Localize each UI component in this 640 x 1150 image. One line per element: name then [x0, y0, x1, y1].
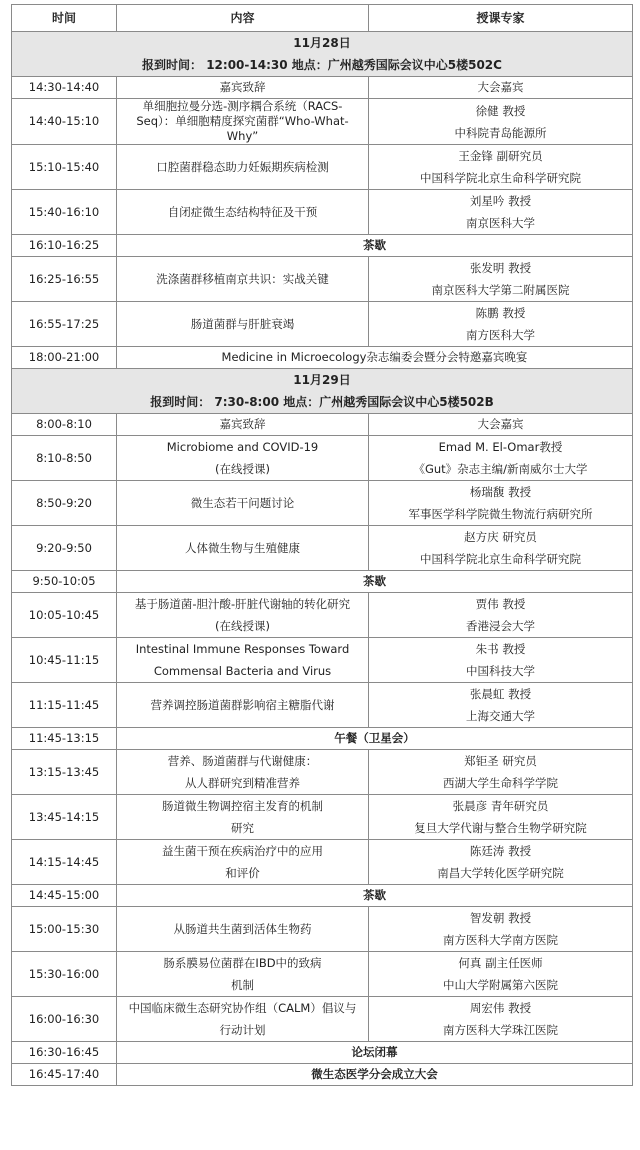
- schedule-table: [11, 4, 633, 1086]
- session-time: 15:00-15:30: [12, 907, 117, 952]
- cell-line: 论坛闭幕: [351, 1045, 398, 1059]
- cell-line: 机制: [231, 978, 254, 992]
- session-time: 18:00-21:00: [12, 347, 117, 369]
- cell-line: 南方医科大学: [466, 328, 535, 342]
- session-topic: [117, 235, 633, 257]
- cell-line: 肠系膜易位菌群在IBD中的致病: [163, 956, 322, 970]
- session-row: [12, 347, 633, 369]
- session-topic: [117, 1064, 633, 1086]
- cell-line: 陈廷涛 教授: [469, 844, 532, 858]
- session-speaker: [369, 526, 633, 571]
- cell-line: 肠道微生物调控宿主发育的机制: [162, 799, 323, 813]
- day-header: [12, 369, 633, 414]
- cell-line: Emad M. El-Omar教授: [438, 440, 563, 454]
- header-time: 时间: [12, 5, 117, 32]
- cell-line: 人体微生物与生殖健康: [185, 540, 300, 555]
- session-row: [12, 257, 633, 302]
- session-time: 10:45-11:15: [12, 638, 117, 683]
- cell-line: 智发朝 教授: [469, 911, 532, 925]
- day-checkin: 报到时间： 7:30-8:00 地点：广州越秀国际会议中心5楼502B: [150, 395, 494, 409]
- session-row: [12, 190, 633, 235]
- cell-line: Intestinal Immune Responses Toward: [135, 642, 350, 656]
- session-speaker: [369, 638, 633, 683]
- day-checkin: 报到时间： 12:00-14:30 地点：广州越秀国际会议中心5楼502C: [142, 58, 502, 72]
- cell-line: 中国科学院北京生命科学研究院: [420, 552, 581, 566]
- cell-line: 从肠道共生菌到活体生物药: [173, 921, 312, 936]
- cell-line: 朱书 教授: [475, 642, 526, 656]
- break-row: [12, 571, 633, 593]
- session-time: 9:50-10:05: [12, 571, 117, 593]
- session-time: 9:20-9:50: [12, 526, 117, 571]
- session-speaker: [369, 99, 633, 145]
- cell-line: Microbiome and COVID-19: [166, 440, 319, 454]
- session-topic: [117, 997, 369, 1042]
- session-topic: [117, 885, 633, 907]
- cell-line: 张晨虹 教授: [469, 687, 532, 701]
- cell-line: 自闭症微生态结构特征及干预: [167, 204, 318, 219]
- cell-line: 和评价: [225, 866, 260, 880]
- cell-line: 复旦大学代谢与整合生物学研究院: [414, 821, 587, 835]
- cell-line: 南昌大学转化医学研究院: [437, 866, 564, 880]
- cell-line: 午餐（卫星会）: [334, 731, 415, 745]
- session-time: 15:30-16:00: [12, 952, 117, 997]
- session-topic: [117, 190, 369, 235]
- cell-line: 南京医科大学: [466, 216, 535, 230]
- break-row: [12, 1064, 633, 1086]
- session-speaker: [369, 750, 633, 795]
- session-row: [12, 302, 633, 347]
- cell-line: 陈鹏 教授: [475, 306, 526, 320]
- session-topic: [117, 302, 369, 347]
- cell-line: 大会嘉宾: [477, 80, 524, 94]
- cell-line: 中国科学院北京生命科学研究院: [420, 171, 581, 185]
- session-topic: [117, 683, 369, 728]
- cell-line: 营养、肠道菌群与代谢健康：: [167, 754, 318, 768]
- session-speaker: [369, 907, 633, 952]
- session-topic: [117, 907, 369, 952]
- cell-line: 肠道菌群与肝脏衰竭: [190, 316, 295, 331]
- cell-line: 口腔菌群稳态助力妊娠期疾病检测: [156, 159, 329, 174]
- header-topic: 内容: [117, 5, 369, 32]
- session-row: [12, 795, 633, 840]
- break-row: [12, 885, 633, 907]
- cell-line: 徐健 教授: [475, 103, 526, 118]
- cell-line: (在线授课): [215, 462, 270, 476]
- session-topic: [117, 728, 633, 750]
- session-row: [12, 840, 633, 885]
- session-topic: [117, 638, 369, 683]
- session-speaker: [369, 414, 633, 436]
- session-topic: [117, 77, 369, 99]
- cell-line: 茶歇: [363, 574, 386, 588]
- session-row: [12, 997, 633, 1042]
- day-header-row: [12, 32, 633, 77]
- session-topic: [117, 593, 369, 638]
- session-speaker: [369, 481, 633, 526]
- break-row: [12, 1042, 633, 1064]
- session-topic: [117, 1042, 633, 1064]
- session-topic: [117, 952, 369, 997]
- cell-line: 营养调控肠道菌群影响宿主糖脂代谢: [150, 697, 335, 712]
- cell-line: (在线授课): [215, 619, 270, 633]
- cell-line: 单细胞拉曼分选-测序耦合系统（RACS-: [142, 99, 343, 113]
- cell-line: 南方医科大学珠江医院: [443, 1023, 558, 1037]
- session-speaker: [369, 952, 633, 997]
- cell-line: 中科院青岛能源所: [454, 125, 547, 140]
- session-speaker: [369, 593, 633, 638]
- cell-line: 张晨彦 青年研究员: [452, 799, 549, 813]
- cell-line: 上海交通大学: [466, 709, 535, 723]
- session-row: [12, 414, 633, 436]
- cell-line: 益生菌干预在疾病治疗中的应用: [162, 844, 323, 858]
- session-time: 16:55-17:25: [12, 302, 117, 347]
- session-row: [12, 750, 633, 795]
- session-time: 8:10-8:50: [12, 436, 117, 481]
- cell-line: 张发明 教授: [469, 261, 532, 275]
- cell-line: 军事医学科学院微生物流行病研究所: [408, 507, 593, 521]
- session-time: 11:45-13:15: [12, 728, 117, 750]
- session-speaker: [369, 436, 633, 481]
- session-topic: [117, 414, 369, 436]
- session-time: 14:40-15:10: [12, 99, 117, 145]
- session-speaker: [369, 302, 633, 347]
- cell-line: 洗涤菌群移植南京共识：实战关键: [156, 271, 329, 286]
- session-row: [12, 77, 633, 99]
- cell-line: 南京医科大学第二附属医院: [431, 283, 570, 297]
- session-topic: [117, 436, 369, 481]
- session-time: 16:10-16:25: [12, 235, 117, 257]
- cell-line: 基于肠道菌-胆汁酸-肝脏代谢轴的转化研究: [134, 597, 351, 611]
- session-topic: [117, 571, 633, 593]
- session-speaker: [369, 190, 633, 235]
- cell-line: 赵方庆 研究员: [464, 530, 537, 544]
- session-speaker: [369, 257, 633, 302]
- session-speaker: [369, 77, 633, 99]
- session-row: [12, 638, 633, 683]
- session-time: 16:30-16:45: [12, 1042, 117, 1064]
- cell-line: 微生态医学分会成立大会: [311, 1067, 438, 1081]
- session-speaker: [369, 840, 633, 885]
- session-row: [12, 952, 633, 997]
- cell-line: 行动计划: [219, 1023, 266, 1037]
- cell-line: 研究: [231, 821, 254, 835]
- session-time: 14:15-14:45: [12, 840, 117, 885]
- cell-line: 《Gut》杂志主编/新南威尔士大学: [413, 462, 588, 476]
- cell-line: 郑钜圣 研究员: [464, 754, 537, 768]
- session-row: [12, 593, 633, 638]
- cell-line: 香港浸会大学: [466, 619, 535, 633]
- day-header: [12, 32, 633, 77]
- schedule-body: [12, 5, 633, 1086]
- session-row: [12, 526, 633, 571]
- session-row: [12, 481, 633, 526]
- cell-line: 嘉宾致辞: [219, 417, 266, 431]
- session-row: [12, 99, 633, 145]
- header-speaker: 授课专家: [369, 5, 633, 32]
- session-time: 14:45-15:00: [12, 885, 117, 907]
- session-time: 10:05-10:45: [12, 593, 117, 638]
- cell-line: 杨瑞馥 教授: [469, 485, 532, 499]
- break-row: [12, 728, 633, 750]
- cell-line: 贾伟 教授: [475, 597, 526, 611]
- session-topic: [117, 795, 369, 840]
- session-speaker: [369, 145, 633, 190]
- cell-line: 大会嘉宾: [477, 417, 524, 431]
- session-time: 8:00-8:10: [12, 414, 117, 436]
- session-time: 16:00-16:30: [12, 997, 117, 1042]
- cell-line: Commensal Bacteria and Virus: [153, 664, 332, 678]
- session-row: [12, 145, 633, 190]
- cell-line: Why”: [226, 129, 259, 143]
- cell-line: 周宏伟 教授: [469, 1001, 532, 1015]
- day-date: 11月29日: [293, 373, 351, 387]
- session-row: [12, 683, 633, 728]
- session-time: 13:45-14:15: [12, 795, 117, 840]
- session-row: [12, 907, 633, 952]
- session-time: 15:10-15:40: [12, 145, 117, 190]
- cell-line: 中国临床微生态研究协作组（CALM）倡议与: [128, 1001, 357, 1015]
- session-topic: [117, 347, 633, 369]
- session-time: 11:15-11:45: [12, 683, 117, 728]
- session-row: [12, 436, 633, 481]
- session-time: 8:50-9:20: [12, 481, 117, 526]
- cell-line: 微生态若干问题讨论: [190, 495, 295, 510]
- session-time: 16:45-17:40: [12, 1064, 117, 1086]
- session-speaker: [369, 683, 633, 728]
- cell-line: 从人群研究到精准营养: [185, 776, 300, 790]
- session-time: 15:40-16:10: [12, 190, 117, 235]
- session-topic: [117, 257, 369, 302]
- session-time: 16:25-16:55: [12, 257, 117, 302]
- cell-line: 茶歇: [363, 888, 386, 902]
- cell-line: 刘星吟 教授: [469, 194, 532, 208]
- session-time: 14:30-14:40: [12, 77, 117, 99]
- cell-line: 嘉宾致辞: [219, 80, 266, 94]
- session-time: 13:15-13:45: [12, 750, 117, 795]
- cell-line: 茶歇: [363, 238, 386, 252]
- session-speaker: [369, 795, 633, 840]
- cell-line: 西湖大学生命科学学院: [443, 776, 558, 790]
- session-topic: [117, 145, 369, 190]
- session-topic: [117, 99, 369, 145]
- day-header-row: [12, 369, 633, 414]
- cell-line: 何真 副主任医师: [458, 956, 543, 970]
- cell-line: 王金锋 副研究员: [458, 149, 543, 163]
- session-topic: [117, 526, 369, 571]
- cell-line: Seq）：单细胞精度探究菌群“Who-What-: [136, 114, 349, 128]
- cell-line: 中国科技大学: [466, 664, 535, 678]
- session-speaker: [369, 997, 633, 1042]
- session-topic: [117, 840, 369, 885]
- day-date: 11月28日: [293, 36, 351, 50]
- header-row: [12, 5, 633, 32]
- cell-line: 中山大学附属第六医院: [443, 978, 558, 992]
- break-row: [12, 235, 633, 257]
- session-topic: [117, 481, 369, 526]
- session-topic: [117, 750, 369, 795]
- cell-line: Medicine in Microecology杂志编委会暨分会特邀嘉宾晚宴: [221, 350, 528, 364]
- cell-line: 南方医科大学南方医院: [443, 933, 558, 947]
